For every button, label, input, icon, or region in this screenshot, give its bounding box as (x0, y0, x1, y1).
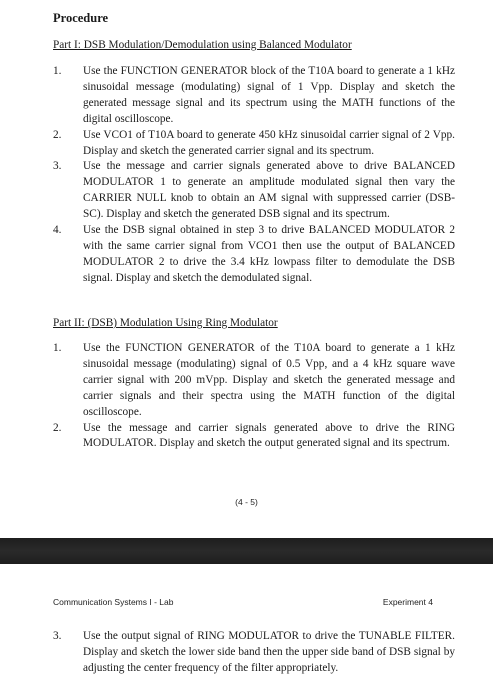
step-number: 3. (53, 160, 62, 173)
list-item (53, 159, 455, 223)
running-header-experiment: Experiment 4 (382, 597, 433, 607)
step-text: Use the FUNCTION GENERATOR of the T10A board to generate a 1 kHz sinusoidal message (modulating) signal of 0.5 Vpp, and a 4 kHz square wave carrier signal with 200 mVpp. Display and sketch the generated message and carrier signals and their spectra using the MATH function of the digital oscilloscope. (83, 342, 455, 418)
page-number: (4 - 5) (235, 497, 258, 507)
step-number: 2. (53, 421, 62, 434)
list-item (53, 341, 455, 421)
running-header-course: Communication Systems I - Lab (53, 597, 174, 607)
part-2-title: Part II: (DSB) Modulation Using Ring Modulator (53, 317, 278, 329)
part-1-steps (53, 64, 455, 287)
list-item (53, 629, 455, 677)
step-text: Use the FUNCTION GENERATOR block of the T10A board to generate a 1 kHz sinusoidal message (modulating) signal of 1 Vpp. Display and sketch the generated message signal and its spectrum using the MATH functions of the digital oscilloscope. (83, 65, 455, 125)
step-number: 3. (53, 630, 62, 642)
page-separator (0, 538, 493, 564)
procedure-heading: Procedure (53, 11, 109, 25)
step-text: Use the message and carrier signals generated above to drive BALANCED MODULATOR 1 to generate an amplitude modulated signal then vary the CARRIER NULL knob to obtain an AM signal with suppressed carrier (DSB-SC). Display and sketch the generated DSB signal and its spectrum. (83, 160, 455, 221)
step-text: Use the message and carrier signals generated above to drive the RING MODULATOR. Display and sketch the output generated signal and its spectrum. (83, 421, 455, 450)
list-item (53, 64, 455, 128)
step-number: 4. (53, 224, 62, 237)
part-2-steps-continued (53, 629, 455, 677)
step-number: 2. (53, 128, 62, 141)
part-1-title: Part I: DSB Modulation/Demodulation using Balanced Modulator (53, 39, 352, 51)
step-number: 1. (53, 342, 62, 354)
step-text: Use the output signal of RING MODULATOR to drive the TUNABLE FILTER. Display and sketch the lower side band then the upper side band of DSB signal by adjusting the center frequency of the filter appropriately. (83, 630, 455, 674)
list-item (53, 421, 455, 453)
step-number: 1. (53, 65, 62, 77)
step-text: Use VCO1 of T10A board to generate 450 kHz sinusoidal carrier signal of 2 Vpp. Display and sketch the generated carrier signal and its spectrum. (83, 128, 455, 157)
list-item (53, 223, 455, 287)
step-text: Use the DSB signal obtained in step 3 to drive BALANCED MODULATOR 2 with the same carrier signal from VCO1 then use the output of BALANCED MODULATOR 2 to drive the 3.4 kHz lowpass filter to demodulate the DSB signal. Display and sketch the demodulated signal. (83, 224, 455, 284)
document-page-bottom (0, 564, 493, 700)
list-item (53, 128, 455, 160)
part-2-steps (53, 341, 455, 452)
